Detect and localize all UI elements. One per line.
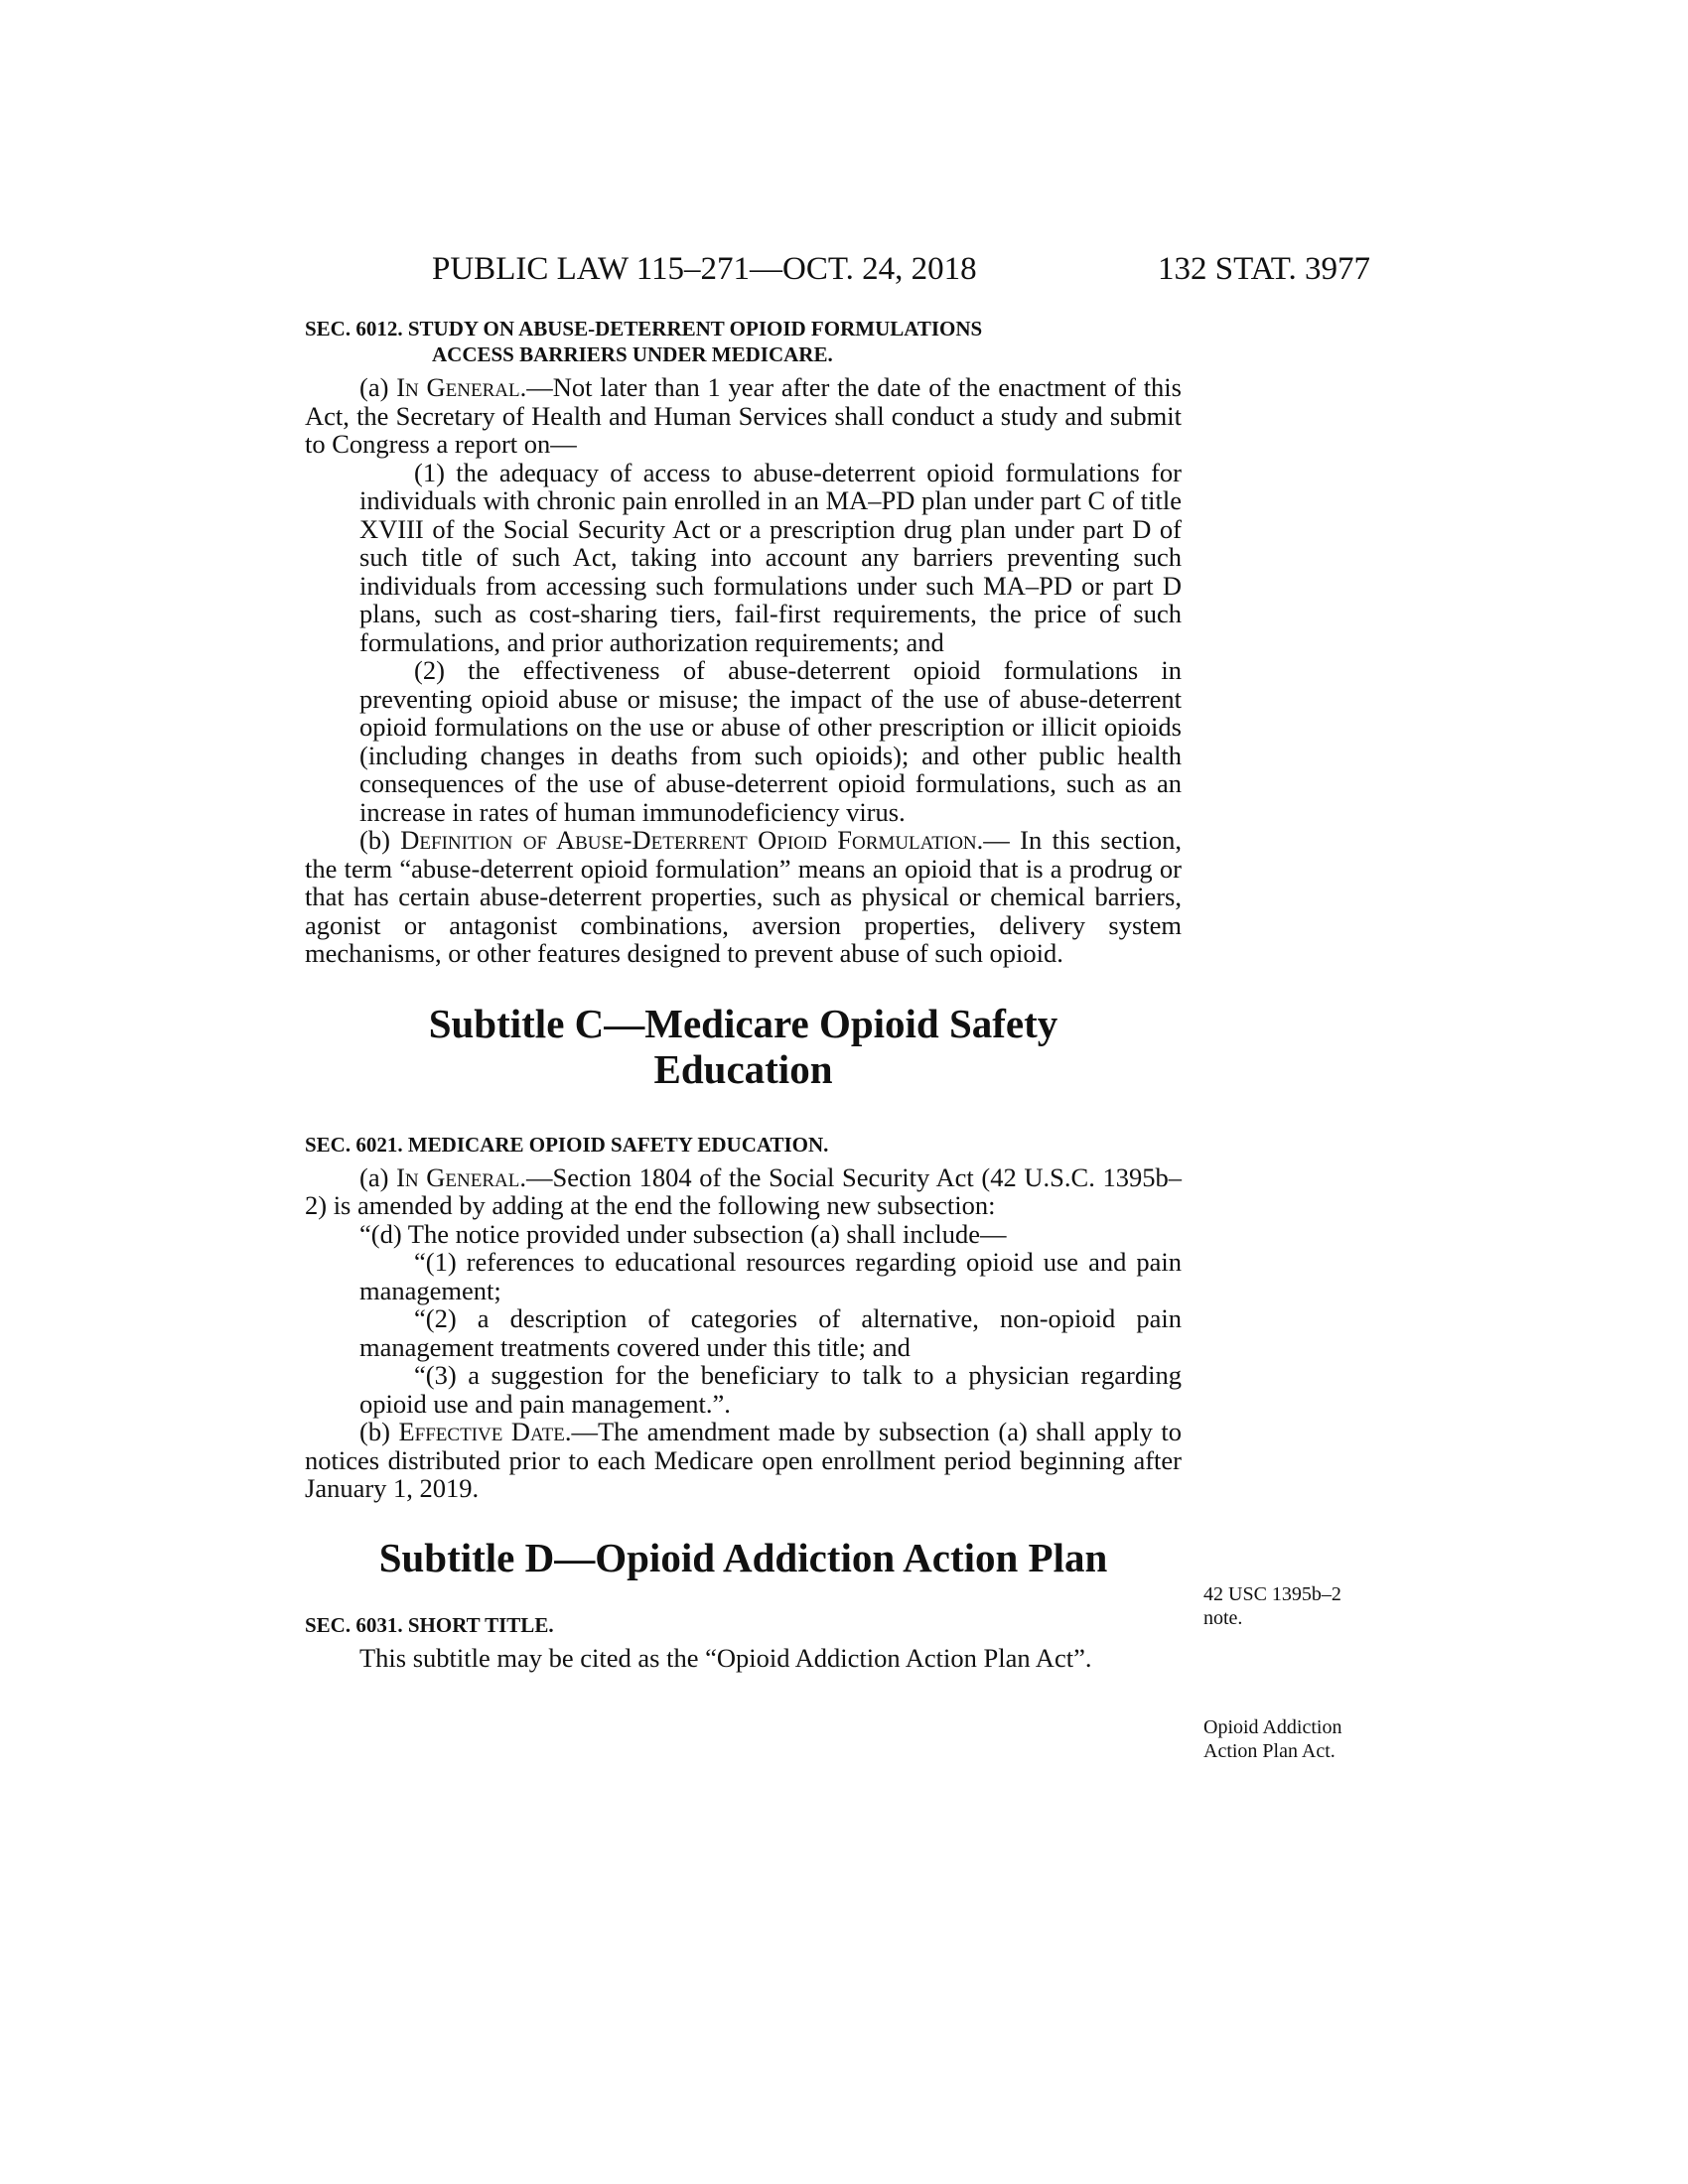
margin-note-line1: Opioid Addiction: [1203, 1716, 1342, 1738]
margin-note-short-title: [1203, 1715, 1382, 1763]
section-6012-heading-line1: SEC. 6012. STUDY ON ABUSE-DETERRENT OPIOID FORMULATIONS: [305, 317, 983, 341]
margin-note-line1: 42 USC 1395b–2: [1203, 1583, 1341, 1605]
section-6012-subsection-b: [305, 826, 1182, 968]
subsection-text: .—Section 1804 of the Social Security Act (42 U.S.C. 1395b–2) is amended by adding at the end the following new subsection:: [305, 1161, 1182, 1220]
subsection-label: (a): [359, 1161, 397, 1192]
section-6021-subsection-a: [305, 1163, 1182, 1220]
section-6031: [305, 1612, 1182, 1673]
section-6012-subsection-a: [305, 373, 1182, 459]
subtitle-d-heading: Subtitle D—Opioid Addiction Action Plan: [378, 1534, 1108, 1580]
subtitle-c-line1: Subtitle C—Medicare Opioid Safety: [428, 1000, 1058, 1046]
section-6012-paragraph-1: (1) the adequacy of access to abuse-deterrent opioid formulations for individuals with chronic pain enrolled in an MA–PD plan under part C of title XVIII of the Social Security Act or a prescription drug plan under part D of such title of such Act, taking into account any barriers preventing such individuals from accessing such formulations under such MA–PD or part D plans, such as cost-sharing tiers, fail-first requirements, the price of such formulations, and prior authorization requirements; and: [359, 457, 1182, 657]
subsection-text: .—The amendment made by subsection (a) shall apply to notices distributed prior to each Medicare open enrollment period beginning after January 1, 2019.: [305, 1417, 1182, 1503]
subsection-caption: In General: [396, 1161, 520, 1192]
subsection-label: (a): [359, 372, 397, 402]
subsection-label: (b): [359, 825, 401, 855]
margin-note-usc-citation: [1203, 1582, 1382, 1630]
subsection-text: .— In this section, the term “abuse-deterrent opioid formulation” means an opioid that is a prodrug or that has certain abuse-deterrent properties, such as physical or chemical barriers, agonist or antagonist combinations, aversion properties, delivery system mechanisms, or other features designed to prevent abuse of such opioid.: [305, 825, 1182, 968]
subsection-caption: In General: [396, 372, 520, 402]
section-6021-heading: SEC. 6021. MEDICARE OPIOID SAFETY EDUCATION.: [305, 1132, 829, 1157]
public-law-citation: PUBLIC LAW 115–271—OCT. 24, 2018: [432, 251, 977, 287]
subsection-label: (b): [359, 1417, 399, 1446]
margin-note-line2: note.: [1203, 1607, 1243, 1629]
section-6021: [305, 1132, 1182, 1503]
subsection-caption: Definition of Abuse-Deterrent Opioid Formulation: [400, 825, 977, 855]
section-6021-paragraph-3: “(3) a suggestion for the beneficiary to talk to a physician regarding opioid use and pain management.”.: [359, 1360, 1182, 1419]
section-6021-paragraph-2: “(2) a description of categories of alternative, non-opioid pain management treatments covered under this title; and: [359, 1303, 1182, 1362]
running-header: [298, 251, 1370, 291]
margin-note-line2: Action Plan Act.: [1203, 1740, 1336, 1762]
section-6031-heading: SEC. 6031. SHORT TITLE.: [305, 1612, 554, 1637]
document-body: [305, 316, 1182, 1672]
subtitle-c-heading: [305, 1001, 1182, 1092]
subsection-text: .—Not later than 1 year after the date of the enactment of this Act, the Secretary of Health and Human Services shall conduct a study and submit to Congress a report on—: [305, 372, 1182, 459]
section-6021-subsection-d: “(d) The notice provided under subsection (a) shall include—: [359, 1218, 1007, 1249]
subsection-caption: Effective Date: [398, 1417, 565, 1446]
section-6012-heading: [305, 316, 1182, 367]
section-6021-subsection-b: [305, 1418, 1182, 1503]
section-6012: [305, 316, 1182, 968]
section-6021-paragraph-1: “(1) references to educational resources regarding opioid use and pain management;: [359, 1247, 1182, 1305]
subtitle-c-line2: Education: [653, 1045, 833, 1092]
statute-page-number: 132 STAT. 3977: [1157, 251, 1370, 287]
section-6031-text: This subtitle may be cited as the “Opioid Addiction Action Plan Act”.: [359, 1642, 1092, 1673]
section-6012-heading-line2: ACCESS BARRIERS UNDER MEDICARE.: [432, 342, 833, 366]
section-6012-paragraph-2: (2) the effectiveness of abuse-deterrent opioid formulations in preventing opioid abuse or misuse; the impact of the use of abuse-deterrent opioid formulations on the use or abuse of other prescription or illicit opioids (including changes in deaths from such opioids); and other public health consequences of the use of abuse-deterrent opioid formulations, such as an increase in rates of human immunodeficiency virus.: [359, 655, 1182, 827]
